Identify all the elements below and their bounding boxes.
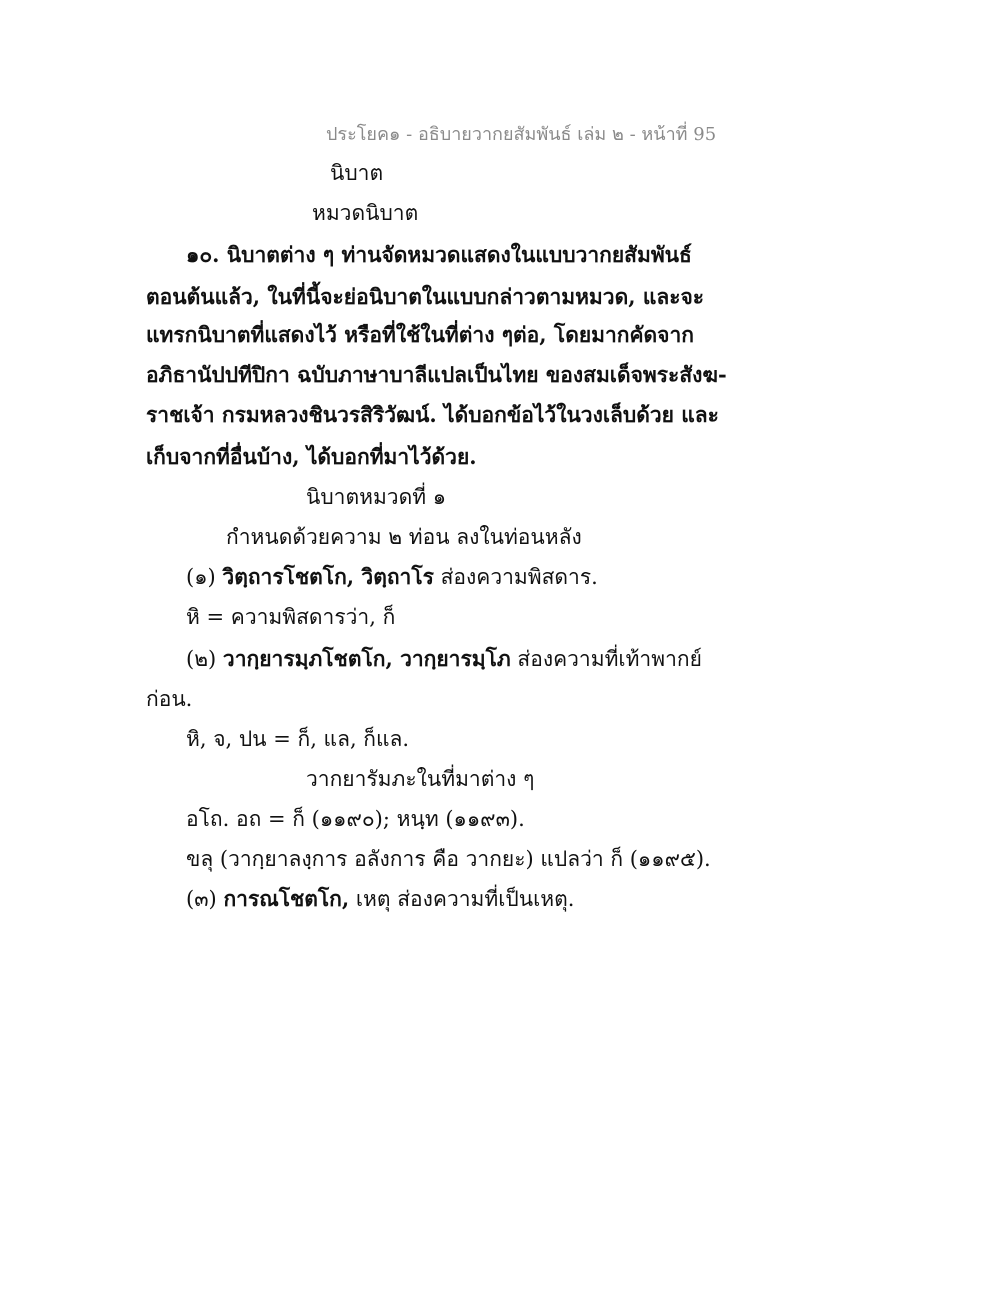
intro-line-5: ราชเจ้า กรมหลวงชินวรสิริวัฒน์. ได้บอกข้อไว้ในวงเล็บด้วย และ <box>146 402 719 427</box>
intro-line-4: อภิธานัปปทีปิกา ฉบับภาษาบาลีแปลเป็นไทย ของสมเด็จพระสังฆ- <box>146 362 727 387</box>
sub-heading: วากยารัมภะในที่มาต่าง ๆ <box>306 767 535 791</box>
intro-line-6: เก็บจากที่อื่นบ้าง, ได้บอกที่มาไว้ด้วย. <box>146 444 477 469</box>
item-1-meaning: ส่องความพิสดาร. <box>440 565 598 589</box>
page-header: ประโยค๑ - อธิบายวากยสัมพันธ์ เล่ม ๒ - หน้าที่ 95 <box>326 124 717 145</box>
item-3-meaning: เหตุ ส่องความที่เป็นเหตุ. <box>355 887 575 911</box>
reference-2: ขลุ (วากฺยาลงฺการ อลังการ คือ วากยะ) แปลว่า ก็ (๑๑๙๕). <box>186 847 711 871</box>
intro-line-3: แทรกนิบาตที่แสดงไว้ หรือที่ใช้ในที่ต่าง ๆต่อ, โดยมากคัดจาก <box>146 322 694 347</box>
item-3-term: การณโชตโก, <box>223 886 350 911</box>
item-2-definition: หิ, จ, ปน = ก็, แล, ก็แล. <box>186 727 410 751</box>
item-1-definition: หิ = ความพิสดารว่า, ก็ <box>186 605 396 629</box>
item-1 <box>186 562 598 592</box>
item-2-number: (๒) <box>186 647 217 671</box>
intro-line-2: ตอนต้นแล้ว, ในที่นี้จะย่อนิบาตในแบบกล่าวตามหมวด, และจะ <box>146 284 705 309</box>
item-2-meaning: ส่องความที่เท้าพากย์ <box>517 647 702 671</box>
group-description: กำหนดด้วยความ ๒ ท่อน ลงในท่อนหลัง <box>226 525 582 549</box>
item-2 <box>186 644 702 674</box>
item-2-continuation: ก่อน. <box>146 687 193 711</box>
section-subtitle: หมวดนิบาต <box>312 201 419 225</box>
item-2-term: วากฺยารมฺภโชตโก, วากฺยารมฺโภ <box>222 646 511 671</box>
group-heading: นิบาตหมวดที่ ๑ <box>306 485 447 509</box>
item-1-term: วิตฺถารโชตโก, วิตฺถาโร <box>222 564 434 589</box>
item-1-number: (๑) <box>186 565 216 589</box>
item-3-number: (๓) <box>186 887 217 911</box>
item-3 <box>186 884 574 914</box>
reference-1: อโถ. อถ = ก็ (๑๑๙๐); หนฺท (๑๑๙๓). <box>186 807 525 831</box>
section-title: นิบาต <box>330 161 384 185</box>
intro-line-1: ๑๐. นิบาตต่าง ๆ ท่านจัดหมวดแสดงในแบบวากยสัมพันธ์ <box>186 242 692 267</box>
